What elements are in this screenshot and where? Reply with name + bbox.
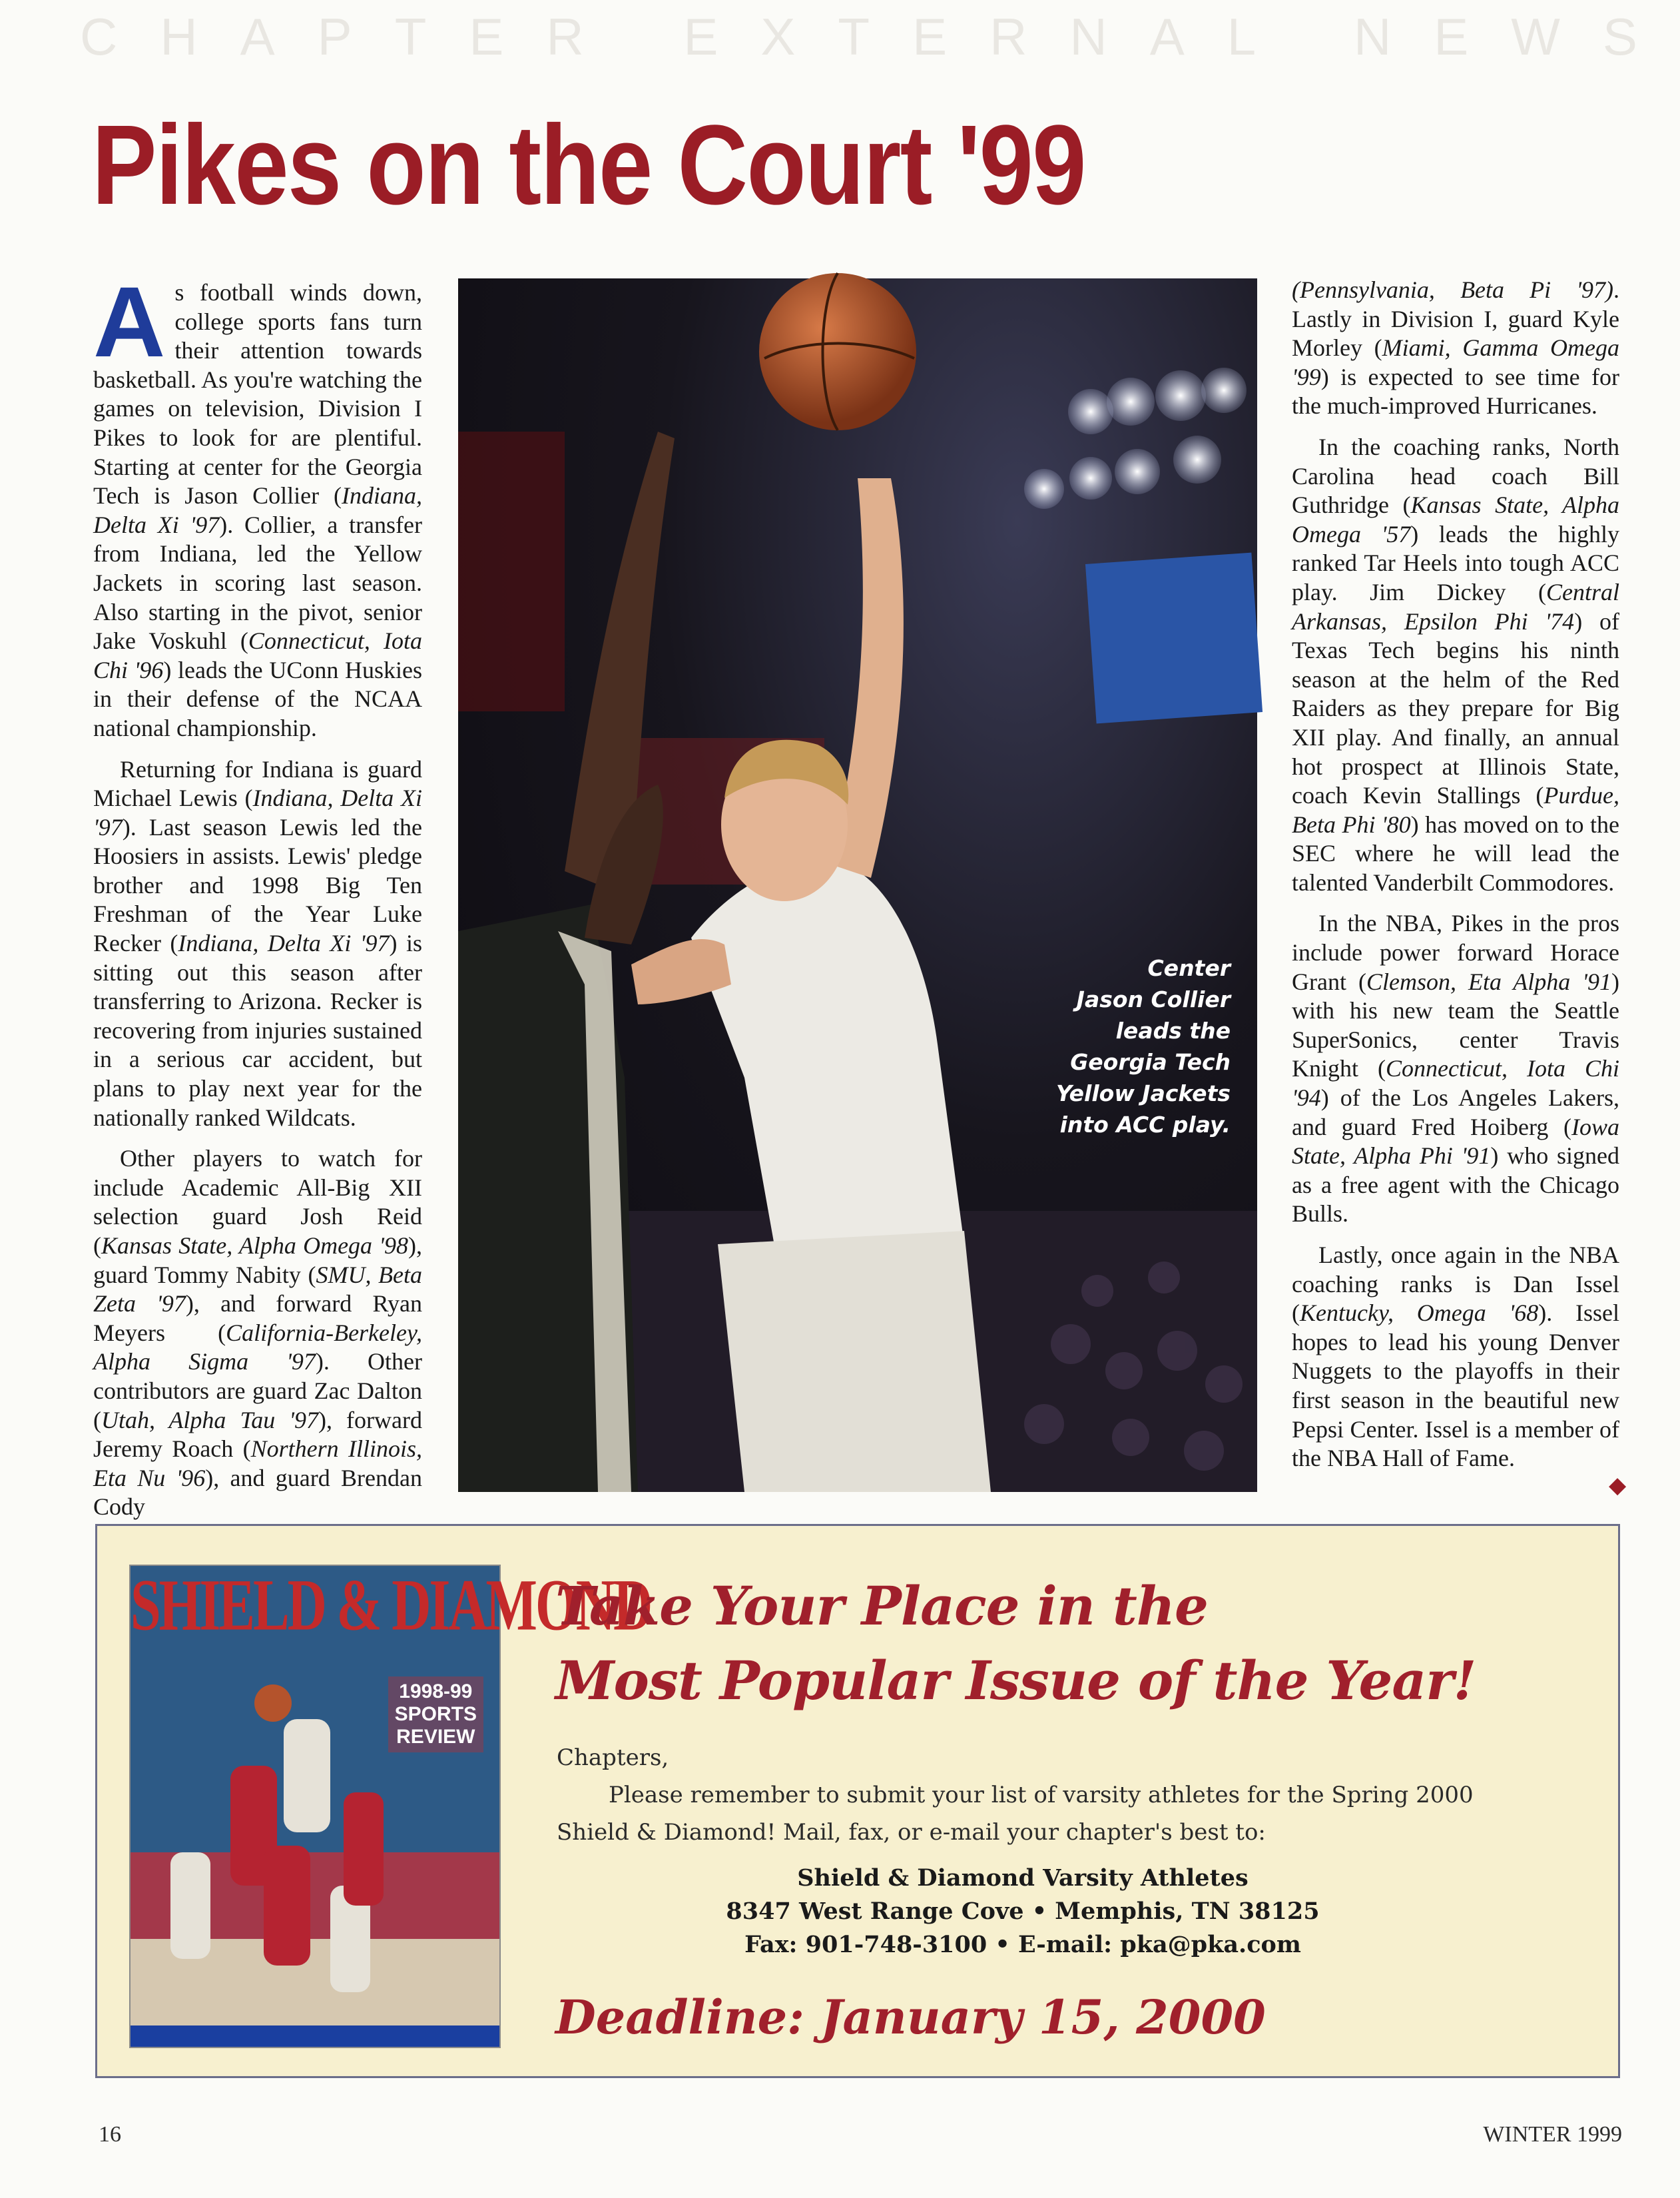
article-text: ). Other contributors are guard Zac Dalton ( <box>93 1348 422 1433</box>
article-text: In the NBA, Pikes in the pros include power forward Horace Grant ( <box>1292 910 1619 995</box>
article-text: ) with his new team the Seattle SuperSonics, center Travis Knight ( <box>1292 968 1619 1082</box>
caption-line: Jason Collier <box>1076 986 1231 1012</box>
page-number: 16 <box>99 2122 121 2147</box>
chapter-affiliation: (Pennsylvania, Beta Pi '97) <box>1292 276 1613 303</box>
article-text: ) has moved on to the SEC where he will lead the talented Vanderbilt Commodores. <box>1292 811 1619 896</box>
caption-line: Georgia Tech <box>1070 1049 1231 1075</box>
ad-deadline: Deadline: January 15, 2000 <box>555 1990 1266 2045</box>
chapter-affiliation: Clemson, Eta Alpha '91 <box>1366 968 1611 995</box>
page-title: Pikes on the Court '99 <box>92 102 1085 228</box>
ad-body <box>557 1739 1529 1851</box>
article-paragraph <box>1292 909 1619 1229</box>
article-text: Lastly, once again in the NBA coaching ranks is Dan Issel ( <box>1292 1242 1619 1327</box>
chapter-affiliation: Iowa State, Alpha Phi '91 <box>1292 1113 1619 1170</box>
photo-illustration <box>458 278 1257 1492</box>
address-line: Shield & Diamond Varsity Athletes <box>797 1864 1249 1892</box>
chapter-affiliation: Connecticut, Iota Chi '94 <box>1292 1055 1619 1112</box>
chapter-affiliation: Connecticut, Iota Chi '96 <box>93 627 422 683</box>
article-text: ), guard Tommy Nabity ( <box>93 1232 422 1288</box>
article-text: ) is expected to see time for the much-improved Hurricanes. <box>1292 363 1619 420</box>
article-text: ) leads the highly ranked Tar Heels into tough ACC play. Jim Dickey ( <box>1292 520 1619 605</box>
article-text: ). Last season Lewis led the Hoosiers in assists. Lewis' pledge brother and 1998 Big Ten Freshman of the Year Luke Recker ( <box>93 813 422 957</box>
chapter-affiliation: California-Berkeley, Alpha Sigma '97 <box>93 1319 422 1375</box>
cover-badge <box>388 1676 483 1752</box>
chapter-affiliation: Indiana, Delta Xi '97 <box>93 785 423 841</box>
article-text: ). Collier, a transfer from Indiana, led the Yellow Jackets in scoring last season. Also starting in the pivot, senior Jake Voskuhl ( <box>93 511 423 655</box>
caption-line: Center <box>1147 955 1231 981</box>
drop-cap: A <box>93 266 166 378</box>
article-text: In the coaching ranks, North Carolina head coach Bill Guthridge ( <box>1292 433 1619 519</box>
cover-badge-line: REVIEW <box>396 1726 475 1748</box>
ad-headline-line: Most Popular Issue of the Year! <box>555 1649 1476 1712</box>
running-head: CHAPTER EXTERNAL NEWS <box>80 7 1680 66</box>
article-column-left <box>93 266 423 1521</box>
article-text: Other players to watch for include Academic All-Big XII selection guard Josh Reid ( <box>93 1145 422 1259</box>
address-line: Fax: 901-748-3100 • E-mail: pka@pka.com <box>744 1931 1301 1958</box>
article-paragraph <box>1292 276 1619 421</box>
chapter-affiliation: Kentucky, Omega '68 <box>1300 1299 1539 1327</box>
article-text: ), and guard Brendan Cody <box>93 1464 422 1521</box>
cover-badge-line: SPORTS <box>394 1703 477 1725</box>
address-line: 8347 West Range Cove • Memphis, TN 38125 <box>726 1898 1320 1925</box>
cover-badge-line: 1998-99 <box>399 1680 473 1702</box>
article-text: ) of Texas Tech begins his ninth season at the helm of the Red Raiders as they prepare for Big XII play. And finally, an annual hot prospect at Illinois State, coach Kevin Stallings ( <box>1292 607 1619 809</box>
chapter-affiliation: Northern Illinois, Eta Nu '96 <box>93 1435 422 1491</box>
article-text: ) who signed as a free agent with the Chicago Bulls. <box>1292 1142 1619 1228</box>
chapter-affiliation: Central Arkansas, Epsilon Phi '74 <box>1292 578 1619 635</box>
chapter-affiliation: Indiana, Delta Xi '97 <box>93 482 422 538</box>
basketball-photo <box>458 278 1257 1492</box>
caption-line: leads the <box>1115 1018 1231 1044</box>
article-text: Returning for Indiana is guard Michael Lewis ( <box>93 755 422 812</box>
ad-greeting: Chapters, <box>557 1744 669 1771</box>
chapter-affiliation: Utah, Alpha Tau '97 <box>101 1406 318 1433</box>
article-text: . Lastly in Division I, guard Kyle Morley ( <box>1292 276 1619 362</box>
chapter-affiliation: Purdue, Beta Phi '80 <box>1292 782 1619 838</box>
ad-address <box>557 1862 1489 1962</box>
article-text: ), forward Jeremy Roach ( <box>93 1406 422 1463</box>
chapter-affiliation: Indiana, Delta Xi '97 <box>178 930 390 957</box>
article-paragraph <box>93 1144 422 1522</box>
advertisement-box <box>95 1524 1620 2078</box>
chapter-affiliation: SMU, Beta Zeta '97 <box>93 1261 422 1317</box>
cover-masthead: SHIELD & DIAMOND <box>131 1563 651 1646</box>
article-text: ), and forward Ryan Meyers ( <box>93 1290 422 1346</box>
ad-body-text: Please remember to submit your list of varsity athletes for the Spring 2000 Shield & Diamond! Mail, fax, or e-mail your chapter's best to: <box>557 1782 1474 1846</box>
caption-line: into ACC play. <box>1059 1112 1231 1138</box>
article-paragraph <box>93 755 422 1133</box>
photo-caption <box>1004 952 1231 1140</box>
article-paragraph <box>1292 433 1619 898</box>
end-mark: ◆ <box>1609 1473 1627 1498</box>
ad-headline-line: Take Your Place in the <box>555 1575 1208 1637</box>
article-column-right <box>1292 276 1619 1475</box>
chapter-affiliation: Kansas State, Alpha Omega '57 <box>1292 492 1619 548</box>
article-text: ). Issel hopes to lead his young Denver Nuggets to the playoffs in their first season in the beautiful new Pepsi Center. Issel is a member of the NBA Hall of Fame. <box>1292 1299 1619 1472</box>
article-text: s football winds down, college sports fans turn their attention towards basketball. As you're watching the games on television, Division I Pikes to look for are plentiful. Starting at center for the Georgia Tech is Jason Collier ( <box>93 279 422 510</box>
article-paragraph <box>1292 1241 1619 1473</box>
caption-line: Yellow Jackets <box>1056 1080 1231 1106</box>
article-text: ) leads the UConn Huskies in their defense of the NCAA national championship. <box>93 656 422 741</box>
ad-headline <box>555 1569 1476 1718</box>
article-text: ) is sitting out this season after transferring to Arizona. Recker is recovering from injuries sustained in a serious car accident, but plans to play next year for the nationally ranked Wildcats. <box>93 930 422 1131</box>
chapter-affiliation: Miami, Gamma Omega '99 <box>1292 334 1619 390</box>
chapter-affiliation: Kansas State, Alpha Omega '98 <box>101 1232 408 1259</box>
issue-label: WINTER 1999 <box>1483 2122 1622 2147</box>
article-text: ) of the Los Angeles Lakers, and guard Fred Hoiberg ( <box>1292 1084 1619 1140</box>
